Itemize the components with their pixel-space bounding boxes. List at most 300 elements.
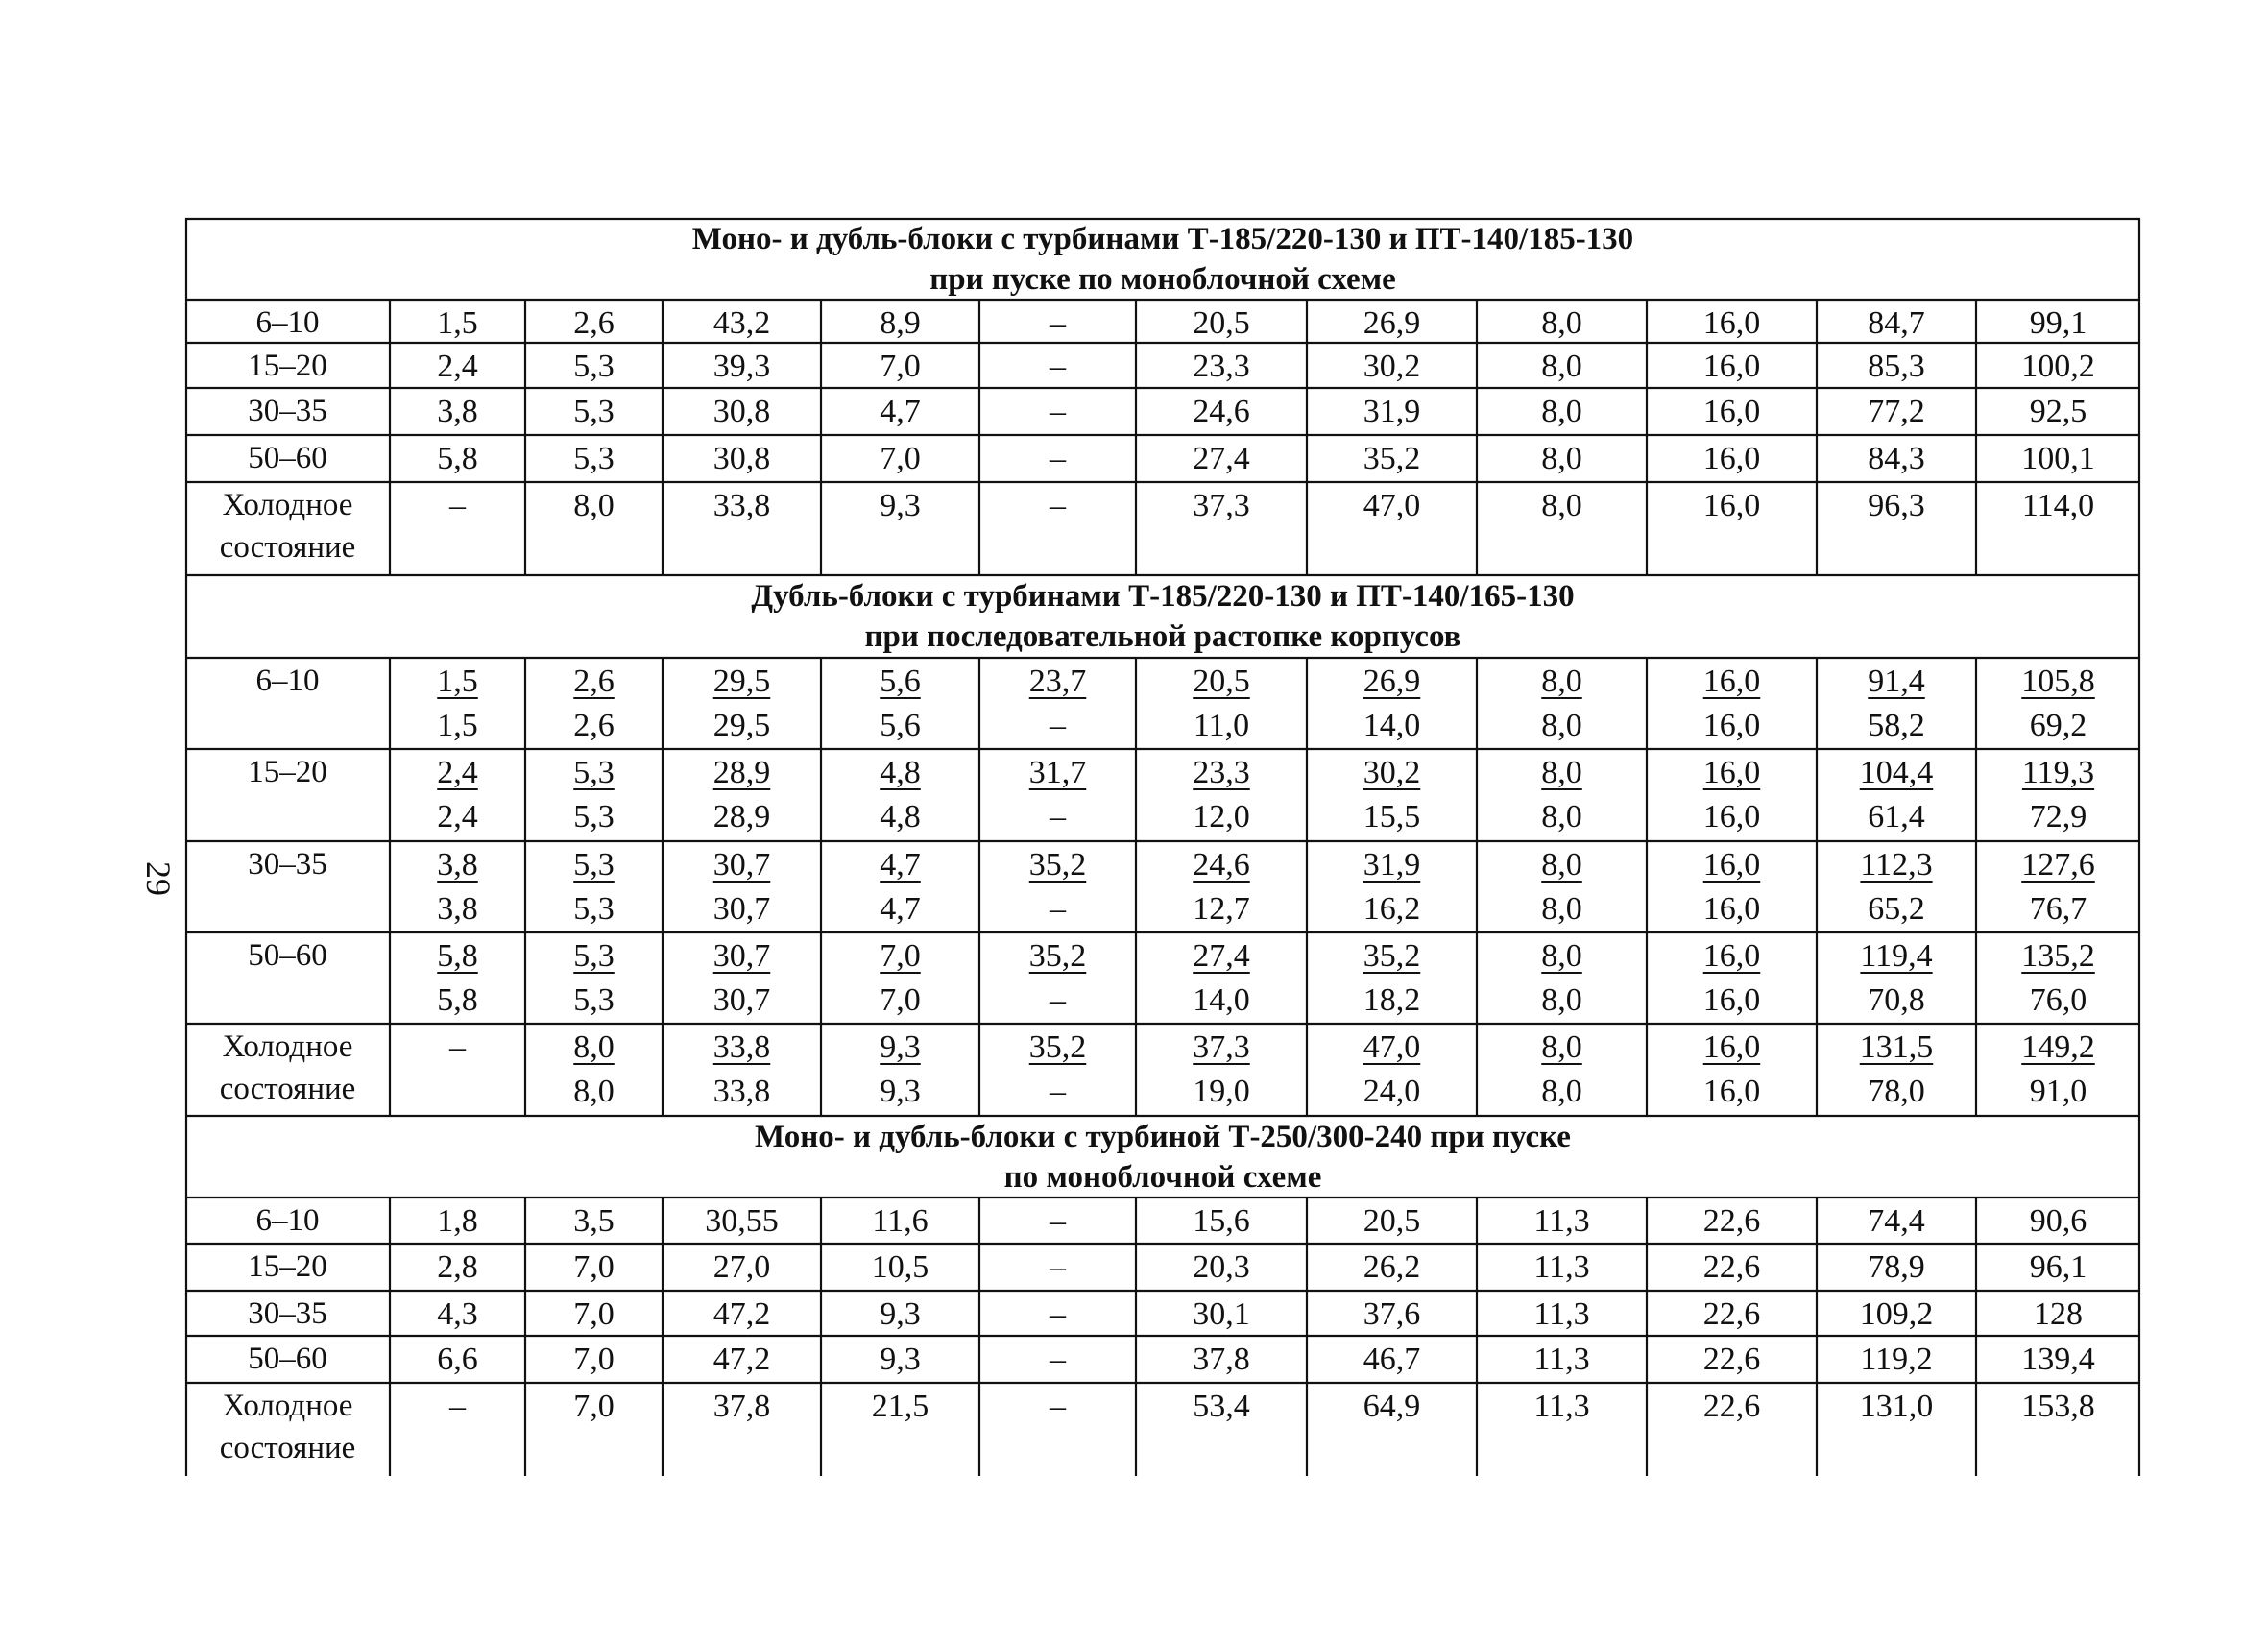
cell-value-lower: 33,8 bbox=[712, 1074, 771, 1109]
cell-value: 16,0 bbox=[1702, 488, 1761, 523]
cell-value-lower: 5,8 bbox=[437, 982, 478, 1018]
cell-value-upper: – bbox=[449, 1029, 466, 1065]
cell-value: 21,5 bbox=[871, 1389, 929, 1424]
value-cell bbox=[1817, 1291, 1976, 1336]
cell-value: 99,1 bbox=[2029, 305, 2087, 341]
value-cell bbox=[979, 1244, 1136, 1291]
value-cell bbox=[1136, 749, 1307, 841]
cell-value-upper: 91,4 bbox=[1868, 664, 1925, 699]
cell-value: 9,3 bbox=[880, 1296, 921, 1332]
value-cell bbox=[1647, 388, 1817, 435]
row-label: 50–60 bbox=[248, 938, 327, 973]
cell-value: 4,3 bbox=[437, 1296, 478, 1332]
cell-value-upper: 30,7 bbox=[712, 847, 771, 883]
cell-value: 7,0 bbox=[573, 1389, 615, 1424]
value-cell bbox=[663, 1024, 821, 1116]
cell-value: 33,8 bbox=[712, 488, 771, 523]
cell-value-lower: 30,7 bbox=[712, 891, 771, 927]
cell-value: 2,6 bbox=[573, 305, 615, 341]
cell-value: 5,3 bbox=[573, 441, 615, 476]
cell-value: 11,3 bbox=[1533, 1249, 1590, 1285]
value-cell bbox=[390, 343, 525, 388]
row-label-cell bbox=[185, 1024, 390, 1116]
cell-value-lower: 16,0 bbox=[1702, 891, 1761, 927]
cell-value-upper: 4,7 bbox=[880, 847, 921, 883]
cell-value: 77,2 bbox=[1868, 394, 1925, 429]
value-cell bbox=[1817, 343, 1976, 388]
cell-value-upper: 5,3 bbox=[573, 847, 615, 883]
cell-value: 10,5 bbox=[871, 1249, 929, 1285]
cell-value: 11,3 bbox=[1533, 1342, 1590, 1377]
value-cell bbox=[1307, 1291, 1477, 1336]
cell-value: 11,3 bbox=[1533, 1389, 1590, 1424]
value-cell bbox=[1647, 1336, 1817, 1383]
value-cell bbox=[821, 1336, 979, 1383]
value-cell bbox=[1136, 1197, 1307, 1244]
cell-value-lower: 7,0 bbox=[880, 982, 921, 1018]
cell-value: 27,4 bbox=[1193, 441, 1250, 476]
cell-value: 37,8 bbox=[1193, 1342, 1250, 1377]
value-cell bbox=[821, 932, 979, 1024]
value-cell bbox=[1817, 435, 1976, 482]
value-cell bbox=[1647, 482, 1817, 575]
value-cell bbox=[1477, 1024, 1647, 1116]
value-cell bbox=[821, 749, 979, 841]
value-cell bbox=[1976, 1197, 2140, 1244]
row-label-cell bbox=[185, 1244, 390, 1291]
value-cell bbox=[663, 1197, 821, 1244]
value-cell bbox=[1647, 1383, 1817, 1476]
row-label: состояние bbox=[219, 1431, 356, 1465]
cell-value: 100,1 bbox=[2021, 441, 2095, 476]
cell-value: 16,0 bbox=[1702, 349, 1761, 384]
value-cell bbox=[1477, 1244, 1647, 1291]
cell-value: 2,4 bbox=[437, 349, 478, 384]
value-cell bbox=[1477, 1336, 1647, 1383]
row-label-cell bbox=[185, 749, 390, 841]
cell-value-lower: – bbox=[1050, 982, 1066, 1018]
cell-value-upper: 112,3 bbox=[1860, 847, 1933, 883]
cell-value-upper: 9,3 bbox=[880, 1029, 921, 1065]
cell-value-lower: 4,7 bbox=[880, 891, 921, 927]
cell-value-lower: 28,9 bbox=[712, 799, 771, 835]
cell-value-upper: 27,4 bbox=[1193, 938, 1250, 974]
page-number: 29 bbox=[139, 861, 178, 896]
cell-value-upper: 8,0 bbox=[1541, 755, 1582, 790]
value-cell bbox=[821, 658, 979, 749]
cell-value-upper: 30,2 bbox=[1363, 755, 1421, 790]
section-title-line: при последовательной растопке корпусов bbox=[864, 619, 1461, 654]
cell-value-upper: 5,8 bbox=[437, 938, 478, 974]
cell-value-upper: 104,4 bbox=[1859, 755, 1934, 790]
cell-value-lower: 2,4 bbox=[437, 799, 478, 835]
value-cell bbox=[821, 300, 979, 343]
value-cell bbox=[1307, 841, 1477, 932]
cell-value: 37,3 bbox=[1193, 488, 1250, 523]
cell-value-upper: 8,0 bbox=[573, 1029, 615, 1065]
value-cell bbox=[525, 343, 663, 388]
cell-value-lower: 78,0 bbox=[1868, 1074, 1925, 1109]
row-label: 15–20 bbox=[248, 1249, 327, 1284]
data-table bbox=[185, 218, 2140, 1476]
cell-value: – bbox=[449, 488, 466, 523]
cell-value-upper: 149,2 bbox=[2021, 1029, 2095, 1065]
cell-value: 22,6 bbox=[1702, 1203, 1761, 1239]
value-cell bbox=[1136, 1336, 1307, 1383]
value-cell bbox=[979, 1383, 1136, 1476]
value-cell bbox=[1647, 1244, 1817, 1291]
value-cell bbox=[1477, 658, 1647, 749]
value-cell bbox=[663, 841, 821, 932]
cell-value-lower: 76,7 bbox=[2029, 891, 2087, 927]
value-cell bbox=[525, 841, 663, 932]
value-cell bbox=[979, 1197, 1136, 1244]
value-cell bbox=[979, 435, 1136, 482]
section-title-line: Дубль-блоки с турбинами Т-185/220-130 и ПТ-140/165-130 bbox=[751, 579, 1575, 614]
cell-value: 46,7 bbox=[1363, 1342, 1421, 1377]
value-cell bbox=[1477, 1383, 1647, 1476]
cell-value: 90,6 bbox=[2029, 1203, 2087, 1239]
value-cell bbox=[390, 658, 525, 749]
value-cell bbox=[1307, 1197, 1477, 1244]
value-cell bbox=[390, 932, 525, 1024]
cell-value-lower: 14,0 bbox=[1363, 708, 1421, 743]
cell-value: 30,8 bbox=[712, 394, 771, 429]
value-cell bbox=[390, 300, 525, 343]
value-cell bbox=[525, 932, 663, 1024]
value-cell bbox=[663, 388, 821, 435]
row-label: 15–20 bbox=[248, 349, 327, 383]
cell-value-upper: 8,0 bbox=[1541, 1029, 1582, 1065]
cell-value: 114,0 bbox=[2021, 488, 2095, 523]
cell-value: 119,2 bbox=[1860, 1342, 1933, 1377]
cell-value-lower: 29,5 bbox=[712, 708, 771, 743]
value-cell bbox=[390, 1336, 525, 1383]
value-cell bbox=[663, 749, 821, 841]
cell-value: – bbox=[1050, 394, 1066, 429]
value-cell bbox=[821, 1244, 979, 1291]
value-cell bbox=[1136, 343, 1307, 388]
cell-value: 11,3 bbox=[1533, 1203, 1590, 1239]
value-cell bbox=[1817, 932, 1976, 1024]
row-label: 30–35 bbox=[248, 394, 327, 428]
cell-value-lower: 4,8 bbox=[880, 799, 921, 835]
value-cell bbox=[1817, 658, 1976, 749]
row-label-cell bbox=[185, 658, 390, 749]
value-cell bbox=[1976, 435, 2140, 482]
value-cell bbox=[525, 1336, 663, 1383]
cell-value-upper: 28,9 bbox=[712, 755, 771, 790]
value-cell bbox=[525, 749, 663, 841]
value-cell bbox=[1647, 749, 1817, 841]
cell-value: 20,5 bbox=[1193, 305, 1250, 341]
cell-value-lower: 8,0 bbox=[1541, 799, 1582, 835]
cell-value-lower: 8,0 bbox=[573, 1074, 615, 1109]
cell-value-upper: 23,7 bbox=[1028, 664, 1087, 699]
cell-value: 2,8 bbox=[437, 1249, 478, 1285]
cell-value: – bbox=[1050, 1296, 1066, 1332]
cell-value-lower: 8,0 bbox=[1541, 708, 1582, 743]
cell-value-lower: 76,0 bbox=[2029, 982, 2087, 1018]
cell-value-lower: 15,5 bbox=[1363, 799, 1421, 835]
value-cell bbox=[979, 300, 1136, 343]
value-cell bbox=[1976, 300, 2140, 343]
value-cell bbox=[1647, 658, 1817, 749]
value-cell bbox=[1976, 1383, 2140, 1476]
value-cell bbox=[1976, 343, 2140, 388]
cell-value: 11,6 bbox=[872, 1203, 929, 1239]
cell-value: 47,0 bbox=[1363, 488, 1421, 523]
section-title-line: Моно- и дубль-блоки с турбинами Т-185/220-130 и ПТ-140/185-130 bbox=[691, 221, 1634, 256]
value-cell bbox=[1477, 1197, 1647, 1244]
cell-value: 53,4 bbox=[1193, 1389, 1250, 1424]
value-cell bbox=[1817, 482, 1976, 575]
cell-value-lower: 16,0 bbox=[1702, 1074, 1761, 1109]
row-label: Холодное bbox=[222, 1029, 353, 1064]
cell-value: – bbox=[1050, 1203, 1066, 1239]
cell-value: 8,0 bbox=[1541, 349, 1582, 384]
value-cell bbox=[979, 1291, 1136, 1336]
cell-value: 31,9 bbox=[1363, 394, 1421, 429]
row-label-cell bbox=[185, 932, 390, 1024]
cell-value-upper: 16,0 bbox=[1702, 847, 1761, 883]
value-cell bbox=[1976, 1024, 2140, 1116]
cell-value-lower: 58,2 bbox=[1868, 708, 1925, 743]
value-cell bbox=[1136, 841, 1307, 932]
row-label: 6–10 bbox=[255, 305, 320, 340]
value-cell bbox=[1817, 1336, 1976, 1383]
value-cell bbox=[1976, 482, 2140, 575]
row-label-cell bbox=[185, 300, 390, 343]
value-cell bbox=[1817, 388, 1976, 435]
cell-value-upper: 1,5 bbox=[437, 664, 478, 699]
cell-value-upper: 3,8 bbox=[437, 847, 478, 883]
cell-value-lower: 8,0 bbox=[1541, 1074, 1582, 1109]
cell-value: 16,0 bbox=[1702, 305, 1761, 341]
cell-value-upper: 135,2 bbox=[2021, 938, 2095, 974]
value-cell bbox=[1307, 388, 1477, 435]
cell-value: 8,0 bbox=[1541, 441, 1582, 476]
value-cell bbox=[1477, 343, 1647, 388]
cell-value: 8,0 bbox=[573, 488, 615, 523]
cell-value: 30,1 bbox=[1193, 1296, 1250, 1332]
value-cell bbox=[390, 1024, 525, 1116]
cell-value: 5,3 bbox=[573, 349, 615, 384]
cell-value: 74,4 bbox=[1868, 1203, 1925, 1239]
value-cell bbox=[525, 1197, 663, 1244]
cell-value-lower: – bbox=[1050, 708, 1066, 743]
value-cell bbox=[1307, 482, 1477, 575]
value-cell bbox=[821, 435, 979, 482]
cell-value-upper: 7,0 bbox=[880, 938, 921, 974]
row-label: Холодное bbox=[222, 1389, 353, 1423]
value-cell bbox=[1647, 841, 1817, 932]
cell-value-lower: 61,4 bbox=[1868, 799, 1925, 835]
value-cell bbox=[1136, 482, 1307, 575]
cell-value-lower: 65,2 bbox=[1868, 891, 1925, 927]
value-cell bbox=[525, 482, 663, 575]
cell-value-lower: – bbox=[1050, 799, 1066, 835]
cell-value: 9,3 bbox=[880, 488, 921, 523]
cell-value: 30,8 bbox=[712, 441, 771, 476]
value-cell bbox=[1647, 435, 1817, 482]
value-cell bbox=[525, 388, 663, 435]
value-cell bbox=[1976, 388, 2140, 435]
cell-value: 22,6 bbox=[1702, 1389, 1761, 1424]
row-label: Холодное bbox=[222, 488, 353, 522]
cell-value-upper: 30,7 bbox=[712, 938, 771, 974]
value-cell bbox=[1136, 932, 1307, 1024]
cell-value-upper: 105,8 bbox=[2021, 664, 2095, 699]
value-cell bbox=[390, 749, 525, 841]
cell-value: 11,3 bbox=[1533, 1296, 1590, 1332]
row-label: 15–20 bbox=[248, 755, 327, 789]
cell-value-upper: 119,3 bbox=[2021, 755, 2095, 790]
value-cell bbox=[390, 1291, 525, 1336]
cell-value: – bbox=[1050, 488, 1066, 523]
cell-value-lower: – bbox=[1050, 1074, 1066, 1109]
value-cell bbox=[1976, 1244, 2140, 1291]
cell-value-upper: 131,5 bbox=[1859, 1029, 1934, 1065]
value-cell bbox=[979, 749, 1136, 841]
value-cell bbox=[1136, 388, 1307, 435]
cell-value: 139,4 bbox=[2021, 1342, 2095, 1377]
cell-value-lower: 5,3 bbox=[573, 799, 615, 835]
cell-value-upper: 4,8 bbox=[880, 755, 921, 790]
cell-value: 131,0 bbox=[1859, 1389, 1934, 1424]
value-cell bbox=[979, 482, 1136, 575]
cell-value-upper: 29,5 bbox=[712, 664, 771, 699]
section-title bbox=[185, 1116, 2140, 1197]
cell-value-lower: 2,6 bbox=[573, 708, 615, 743]
value-cell bbox=[525, 1383, 663, 1476]
row-label-cell bbox=[185, 343, 390, 388]
value-cell bbox=[390, 435, 525, 482]
cell-value-upper: 35,2 bbox=[1363, 938, 1421, 974]
cell-value: 5,8 bbox=[437, 441, 478, 476]
cell-value: 84,7 bbox=[1868, 305, 1925, 341]
value-cell bbox=[1307, 300, 1477, 343]
value-cell bbox=[1136, 1291, 1307, 1336]
cell-value-upper: 2,4 bbox=[437, 755, 478, 790]
cell-value: – bbox=[1050, 349, 1066, 384]
value-cell bbox=[821, 482, 979, 575]
value-cell bbox=[1477, 749, 1647, 841]
cell-value-lower: 8,0 bbox=[1541, 891, 1582, 927]
cell-value-upper: 127,6 bbox=[2021, 847, 2095, 883]
value-cell bbox=[1136, 658, 1307, 749]
value-cell bbox=[390, 1197, 525, 1244]
cell-value: 15,6 bbox=[1193, 1203, 1250, 1239]
cell-value: 100,2 bbox=[2021, 349, 2095, 384]
value-cell bbox=[821, 841, 979, 932]
cell-value-lower: 14,0 bbox=[1193, 982, 1250, 1018]
value-cell bbox=[979, 658, 1136, 749]
value-cell bbox=[525, 1244, 663, 1291]
cell-value: 96,3 bbox=[1868, 488, 1925, 523]
row-label-cell bbox=[185, 1291, 390, 1336]
cell-value: 109,2 bbox=[1859, 1296, 1934, 1332]
cell-value-upper: 5,6 bbox=[880, 664, 921, 699]
cell-value-lower: 19,0 bbox=[1193, 1074, 1250, 1109]
cell-value-lower: 72,9 bbox=[2029, 799, 2087, 835]
cell-value-upper: 35,2 bbox=[1028, 1029, 1087, 1065]
row-label: 30–35 bbox=[248, 847, 327, 882]
cell-value-upper: 2,6 bbox=[573, 664, 615, 699]
row-label-cell bbox=[185, 1383, 390, 1476]
cell-value: 4,7 bbox=[880, 394, 921, 429]
cell-value: – bbox=[1050, 1389, 1066, 1424]
value-cell bbox=[390, 1244, 525, 1291]
row-label: 50–60 bbox=[248, 441, 327, 475]
cell-value-lower: 16,2 bbox=[1363, 891, 1421, 927]
cell-value: 8,0 bbox=[1541, 305, 1582, 341]
value-cell bbox=[1647, 300, 1817, 343]
value-cell bbox=[1817, 749, 1976, 841]
value-cell bbox=[1976, 841, 2140, 932]
cell-value: 8,0 bbox=[1541, 488, 1582, 523]
cell-value-lower: 91,0 bbox=[2029, 1074, 2087, 1109]
cell-value: – bbox=[1050, 441, 1066, 476]
value-cell bbox=[821, 1291, 979, 1336]
value-cell bbox=[1976, 1336, 2140, 1383]
cell-value: 24,6 bbox=[1193, 394, 1250, 429]
value-cell bbox=[1477, 1291, 1647, 1336]
value-cell bbox=[1307, 1024, 1477, 1116]
value-cell bbox=[1307, 435, 1477, 482]
value-cell bbox=[663, 932, 821, 1024]
cell-value: 85,3 bbox=[1868, 349, 1925, 384]
value-cell bbox=[821, 1024, 979, 1116]
cell-value: 1,8 bbox=[437, 1203, 478, 1239]
cell-value-lower: 3,8 bbox=[437, 891, 478, 927]
row-label: состояние bbox=[219, 530, 356, 565]
value-cell bbox=[1307, 1383, 1477, 1476]
cell-value: 47,2 bbox=[712, 1296, 771, 1332]
row-label: 50–60 bbox=[248, 1342, 327, 1376]
value-cell bbox=[1136, 1383, 1307, 1476]
cell-value: 37,6 bbox=[1363, 1296, 1421, 1332]
cell-value: 128 bbox=[2034, 1296, 2083, 1332]
value-cell bbox=[979, 1024, 1136, 1116]
cell-value: 22,6 bbox=[1702, 1342, 1761, 1377]
cell-value: 8,0 bbox=[1541, 394, 1582, 429]
cell-value-upper: 33,8 bbox=[712, 1029, 771, 1065]
value-cell bbox=[979, 841, 1136, 932]
cell-value: – bbox=[1050, 305, 1066, 341]
cell-value: 7,0 bbox=[573, 1249, 615, 1285]
value-cell bbox=[390, 388, 525, 435]
cell-value-upper: 8,0 bbox=[1541, 938, 1582, 974]
cell-value: 22,6 bbox=[1702, 1249, 1761, 1285]
value-cell bbox=[1136, 1244, 1307, 1291]
value-cell bbox=[1647, 932, 1817, 1024]
row-label-cell bbox=[185, 1197, 390, 1244]
cell-value: 27,0 bbox=[712, 1249, 771, 1285]
cell-value: 16,0 bbox=[1702, 394, 1761, 429]
value-cell bbox=[1976, 658, 2140, 749]
value-cell bbox=[525, 658, 663, 749]
cell-value-upper: 8,0 bbox=[1541, 664, 1582, 699]
section-title bbox=[185, 218, 2140, 300]
section-title-line: Моно- и дубль-блоки с турбиной Т-250/300-240 при пуске bbox=[755, 1119, 1571, 1154]
cell-value: 47,2 bbox=[712, 1342, 771, 1377]
cell-value-lower: 1,5 bbox=[437, 708, 478, 743]
value-cell bbox=[1817, 1197, 1976, 1244]
value-cell bbox=[1477, 300, 1647, 343]
value-cell bbox=[1817, 1024, 1976, 1116]
value-cell bbox=[390, 841, 525, 932]
